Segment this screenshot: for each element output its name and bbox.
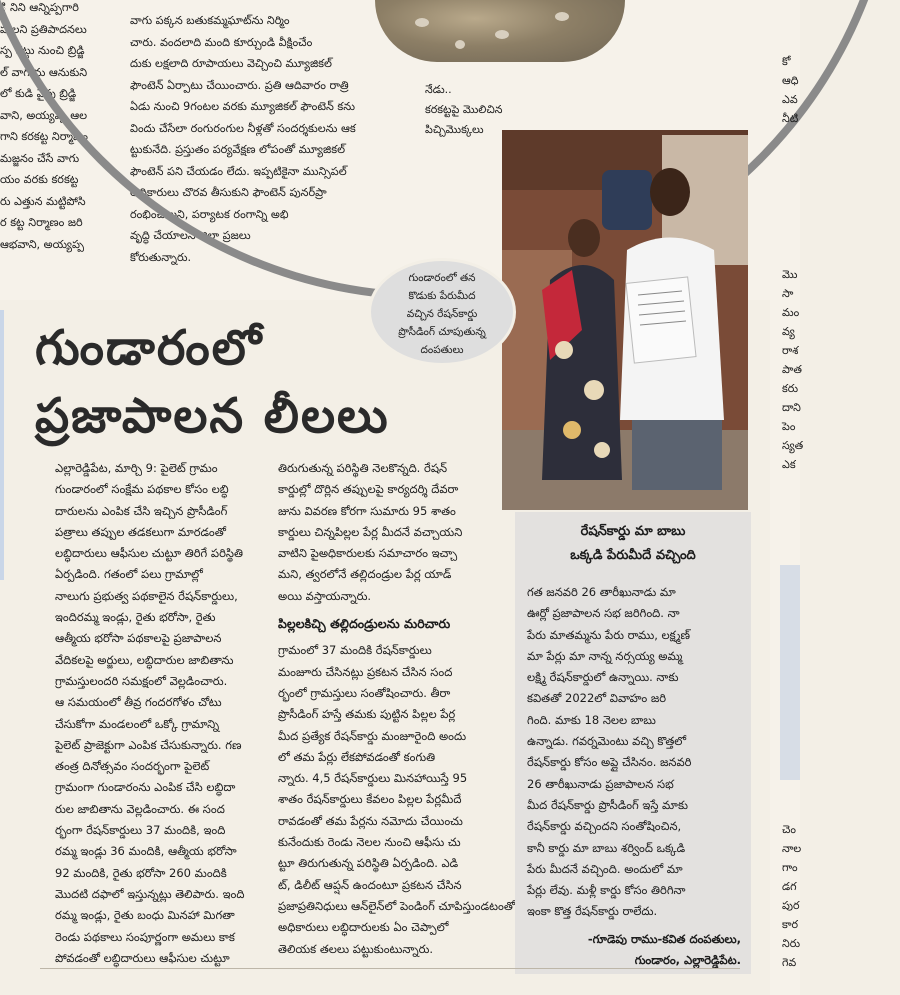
text-line: గత జనవరి 26 తారీఖునాడు మా (527, 585, 676, 599)
text-line: మజ్జనం చేసే వాగు (0, 151, 80, 165)
text-line: రాశ (782, 344, 799, 357)
left-edge-photo-strip (0, 310, 4, 580)
text-line: జును వివరణ కోరగా సుమారు 95 శాతం (278, 503, 456, 518)
text-line: ఏడు నుంచి 9గంటల వరకు మ్యూజికల్ ఫౌంటెన్ కను (130, 100, 355, 113)
right-strip-top-text (782, 52, 800, 128)
text-line: గింది. మాకు 18 నెలల బాబు (527, 712, 656, 727)
text-line: రు ఎత్తున మట్టిపోసి (0, 194, 86, 208)
text-line: కార్డుల్లో దొర్లిన తప్పులపై కార్యదర్శి దేవరా (278, 482, 459, 497)
text-line: కార్డులు చిన్నపిల్లల పేర్ల మీదనే వచ్చాయని (278, 524, 463, 539)
caption-line: నేడు.. (425, 83, 452, 96)
text-line: మని, త్వరలోనే తల్లిదండ్రుల పేర్ల యాడ్ (278, 567, 452, 582)
sidebox-signature: -గూడెపు రాము-కవిత దంపతులు, (587, 931, 741, 946)
text-line: ట్టూ తిరుగుతున్న పరిస్థితి ఏర్పడింది. ఎడి (278, 856, 459, 871)
caption-line: కరకట్టపై మొలిచిన (425, 103, 503, 116)
sidebox-body (515, 568, 751, 971)
text-line: వాని, అయ్యప్ప ఆల (0, 108, 88, 122)
text-line: చెం (782, 823, 796, 836)
text-line: దుకు లక్షలాది రూపాయలు వెచ్చించి మ్యూజికల్ (130, 57, 332, 70)
text-line: పత్రాలు తప్పుల తడకలుగా మారడంతో (55, 524, 226, 539)
text-line: ట్టుకునేది. ప్రస్తుతం పర్యవేక్షణ లోపంతో మ్యూజికల్ (130, 143, 345, 156)
text-line: లో కుడి వైపు బ్రిడ్జి (0, 87, 77, 100)
text-line: గెవ (782, 956, 797, 969)
text-line: లో తమ పేర్లు లేకపోవడంతో కంగుతి (278, 749, 436, 764)
text-line: రుల జాబితాను వెల్లడించారు. ఈ సంద (55, 801, 225, 816)
text-line: సా (782, 287, 794, 300)
text-line: అధికారులు చొరవ తీసుకుని ఫౌంటెన్ పునర్‌ప్రా (130, 186, 327, 199)
text-line: రంభించాలని, పర్యాటక రంగాన్ని అభి (130, 207, 289, 221)
text-line: పెం (782, 420, 796, 433)
text-line: ప్రజాప్రతినిధులు ఆన్‌లైన్‌లో పెండింగ్ చూపిస్తుండటంతో (278, 898, 516, 913)
text-line: కునేందుకు రెండు నెలల నుంచి ఆఫీసు చు (278, 835, 461, 850)
right-strip-bottom-text (782, 820, 800, 972)
text-line: హాలని ప్రతిపాదనలు (0, 22, 87, 36)
text-line: ల్ వాగును ఆనుకుని (0, 65, 88, 79)
text-line: తంత్ర దినోత్సవం సందర్భంగా పైలెట్ (55, 759, 210, 774)
text-line: పేరు మాతమ్మను పేరు రాము, లక్ష్మణ్ (527, 627, 691, 642)
text-line: ఊర్లో ప్రజాపాలన సభ జరిగింది. నా (527, 606, 680, 621)
text-line: ఆ సమయంలో తీవ్ర గందరగోళం చోటు (55, 695, 222, 710)
text-line: డగ (782, 880, 797, 893)
text-line: ర్భంలో గ్రామస్తులు సంతోషించారు. తీరా (278, 685, 451, 700)
text-line: పాత (782, 363, 802, 376)
text-line: మీద రేషన్‌కార్డు ప్రొసీడింగ్ ఇస్తే మాకు (527, 797, 688, 812)
text-line: ర కట్ట నిర్మాణం జరి (0, 216, 83, 229)
text-line: ప్రొసీడింగ్ హస్తే తమకు పుట్టిన పిల్లల పేర్ల (278, 707, 456, 722)
article-column-2 (278, 458, 516, 960)
headline-line-2: ప్రజాపాలన లీలలు (35, 388, 390, 444)
bottom-divider (40, 968, 740, 969)
text-line: తెలియక తలలు పట్టుకుంటున్నారు. (278, 941, 434, 956)
text-line: మొ (782, 268, 798, 281)
text-line: నాలుగు ప్రభుత్వ పథకాలైన రేషన్‌కార్డులు, (55, 588, 238, 603)
text-line: దాని (782, 401, 801, 414)
text-line: మొదటి దఫాలో ఇస్తున్నట్లు తెలిపారు. ఇంది (55, 886, 245, 901)
text-line: వేదికలపై అర్జులు, లబ్ధిదారుల జాబితాను (55, 652, 234, 667)
text-line: వృద్ధి చేయాలని జిల్లా ప్రజలు (130, 229, 251, 242)
text-line: వాటిని పైఅధికారులకు సమాచారం ఇచ్చా (278, 546, 458, 561)
text-line: ట్, డిలీట్ ఆప్షన్ ఉందంటూ ప్రకటన చేసిన (278, 877, 462, 892)
text-line: ఆత్మీయ భరోసా పథకాలపై ప్రజాపాలన (55, 631, 222, 646)
text-line: కానీ కార్డు మా బాబు శర్వింద్ ఒక్కడి (527, 840, 686, 855)
text-line: అధికారులు లబ్ధిదారులకు ఏం చెప్పాలో (278, 920, 449, 935)
text-line: ఫౌంటెన్ పని చేయడం లేదు. ఇప్పటికైనా మున్సిపల్ (130, 164, 347, 178)
sidebox-title: రేషన్‌కార్డు మా బాబు (580, 524, 686, 539)
text-line: ఫౌంటెన్ ఏర్పాటు చేయించారు. ప్రతి ఆదివారం రాత్రి (130, 78, 349, 92)
text-line: యం వరకు కరకట్ట (0, 173, 79, 186)
text-line: రేషన్‌కార్డు కోసం అప్లై చేసినం. జనవరి (527, 755, 692, 770)
text-line: రమ్మ ఇండ్లు, రైతు బంధు మినహా మిగతా (55, 908, 235, 923)
photo-caption-bubble (368, 258, 516, 366)
top-left-column (0, 0, 118, 255)
caption-line: వచ్చిన రేషన్‌కార్డు (406, 308, 478, 320)
text-line: న్నారు. 4,5 రేషన్‌కార్డులు మినహాయిస్తే 95 (278, 771, 468, 786)
text-line: నిరు (782, 937, 801, 950)
caption-line: గుండారంలో తన (408, 272, 476, 284)
text-line: తిరుగుతున్న పరిస్థితి నెలకొన్నది. రేషన్ (278, 461, 448, 475)
text-line: స్ప గట్టు నుంచి బ్రిడ్జి (0, 44, 85, 57)
text-line: ఎక (782, 458, 796, 471)
text-line: ి నిని ఆన్నిప్పగారి (0, 1, 79, 14)
sidebox-signature-place: గుండారం, ఎల్లారెడ్డిపేట. (634, 953, 741, 968)
text-line: నాల (782, 842, 802, 855)
text-line: పుర (782, 899, 800, 912)
text-line: ఆభవాని, అయ్యప్ప (0, 237, 85, 251)
quote-sidebox (515, 512, 751, 974)
couple-photo-art (502, 130, 748, 510)
text-line: నీటి (782, 112, 799, 125)
text-line: ఉన్నాడు. గవర్నమెంటు వచ్చి కొత్తలో (527, 734, 687, 749)
text-line: శాతం రేషన్‌కార్డులు కేవలం పిల్లల పేర్లమీదే (278, 792, 462, 807)
text-line: పేర్లు లేవు. మళ్లీ కార్డు కోసం తిరిగినా (527, 883, 686, 898)
text-line: పోవడంతో లబ్ధిదారులు ఆఫీసుల చుట్టూ (55, 950, 230, 965)
text-line: వ్య (782, 325, 795, 338)
text-line: స్యత (782, 439, 804, 452)
text-line: మా పేర్లు మా నాన్న నర్సయ్య అమ్మ (527, 648, 683, 663)
text-line: మీద ప్రత్యేక రేషన్‌కార్డు మంజూరైంది అందు (278, 728, 467, 743)
top-photo-rocks (375, 0, 625, 62)
caption-line: కొడుకు పేరుమీద (408, 290, 476, 302)
text-line: ఇందిరమ్మ ఇండ్లు, రైతు భరోసా, రైతు (55, 610, 216, 625)
text-line: 26 తారీఖునాడు ప్రజాపాలన సభ (527, 776, 674, 791)
text-line: మంజూరు చేసినట్లు ప్రకటన చేసిన సంద (278, 664, 453, 679)
text-line: ఆధి (782, 74, 799, 87)
text-line: పేరు మీదనే వచ్చింది. అందులో మా (527, 861, 683, 876)
text-line: ఎల్లారెడ్డిపేట, మార్చి 9: పైలెట్ గ్రామం (55, 461, 218, 475)
sidebox-title: ఒక్కడి పేరుమీదే వచ్చింది (570, 548, 696, 563)
top-middle-column (130, 10, 405, 268)
text-line: కవితతో 2022లో వివాహం జరి (527, 691, 667, 706)
text-line: కోరుతున్నారు. (130, 250, 192, 264)
text-line: 92 మందికి, రైతు భరోసా 260 మందికి (55, 865, 227, 880)
text-line: చారు. వందలాది మంది కూర్చుండి వీక్షించేం (130, 35, 313, 49)
text-line: గ్రామంలో 37 మందికి రేషన్‌కార్డులు (278, 643, 432, 658)
text-line: రమ్మ ఇండ్లు 36 మందికి, ఆత్మీయ భరోసా (55, 844, 237, 859)
text-line: కార (782, 918, 799, 931)
couple-photo (502, 130, 748, 510)
text-line: విందు చేసేలా రంగురంగుల నీళ్లతో సందర్శకులను ఆక (130, 121, 356, 135)
text-line: లబ్ధిదారులు ఆఫీసుల చుట్టూ తిరిగే పరిస్థితి (55, 546, 243, 561)
text-line: గుండారంలో సంక్షేమ పథకాల కోసం లబ్ధి (55, 482, 229, 497)
text-line: గాని కరకట్ట నిర్మాణం (0, 130, 88, 143)
text-line: రెండు పథకాలు సంపూర్ణంగా అమలు కాక (55, 929, 235, 944)
text-line: దారులను ఎంపిక చేసి ఇచ్చిన ప్రొసీడింగ్ (55, 503, 228, 518)
text-line: వాగు పక్కన బతుకమ్మఘాట్‌ను నిర్మిం (130, 14, 290, 27)
text-line: గాం (782, 861, 798, 874)
text-line: ర్భంగా రేషన్‌కార్డులు 37 మందికి, ఇంది (55, 823, 226, 838)
article-column-1 (55, 458, 270, 969)
text-line: ఏర్పడింది. గతంలో పలు గ్రామాల్లో (55, 567, 203, 582)
caption-line: దంపతులు (420, 344, 464, 356)
text-line: మం (782, 306, 800, 319)
text-line: కరు (782, 382, 799, 395)
text-line: అయి వస్తాయన్నారు. (278, 588, 372, 603)
caption-line: ప్రొసీడింగ్ చూపుతున్న (398, 326, 486, 338)
text-line: ఎవ (782, 93, 798, 106)
text-line: లక్ష్మి రేషన్‌కార్డులో ఉన్నాయి. నాకు (527, 670, 679, 685)
right-strip-mid-text (782, 265, 804, 474)
text-line: రావడంతో తమ పేర్లను నమోదు చేయించు (278, 813, 463, 828)
text-line: రేషన్‌కార్డు వచ్చిందని సంతోషించిన, (527, 819, 682, 834)
text-line: ఇంకా కొత్త రేషన్‌కార్డు రాలేదు. (527, 904, 658, 919)
text-line: కో (782, 55, 791, 68)
section-subheading: పిల్లలకిచ్చి తల్లిదండ్రులను మరిచారు (278, 616, 451, 632)
text-line: చేసుకోగా మండలంలో ఒక్కో గ్రామాన్ని (55, 716, 220, 731)
text-line: పైలెట్ ప్రాజెక్టుగా ఎంపిక చేసుకున్నారు. గణ (55, 737, 242, 752)
headline-line-1: గుండారంలో (35, 320, 264, 376)
text-line: గ్రామంగా గుండారంను ఎంపిక చేసి లబ్ధిదా (55, 780, 236, 795)
text-line: గ్రామస్తులందరి సమక్షంలో వెల్లడించారు. (55, 673, 228, 688)
caption-line: పిచ్చిమొక్కలు (425, 123, 484, 136)
right-strip-photo (780, 565, 800, 780)
